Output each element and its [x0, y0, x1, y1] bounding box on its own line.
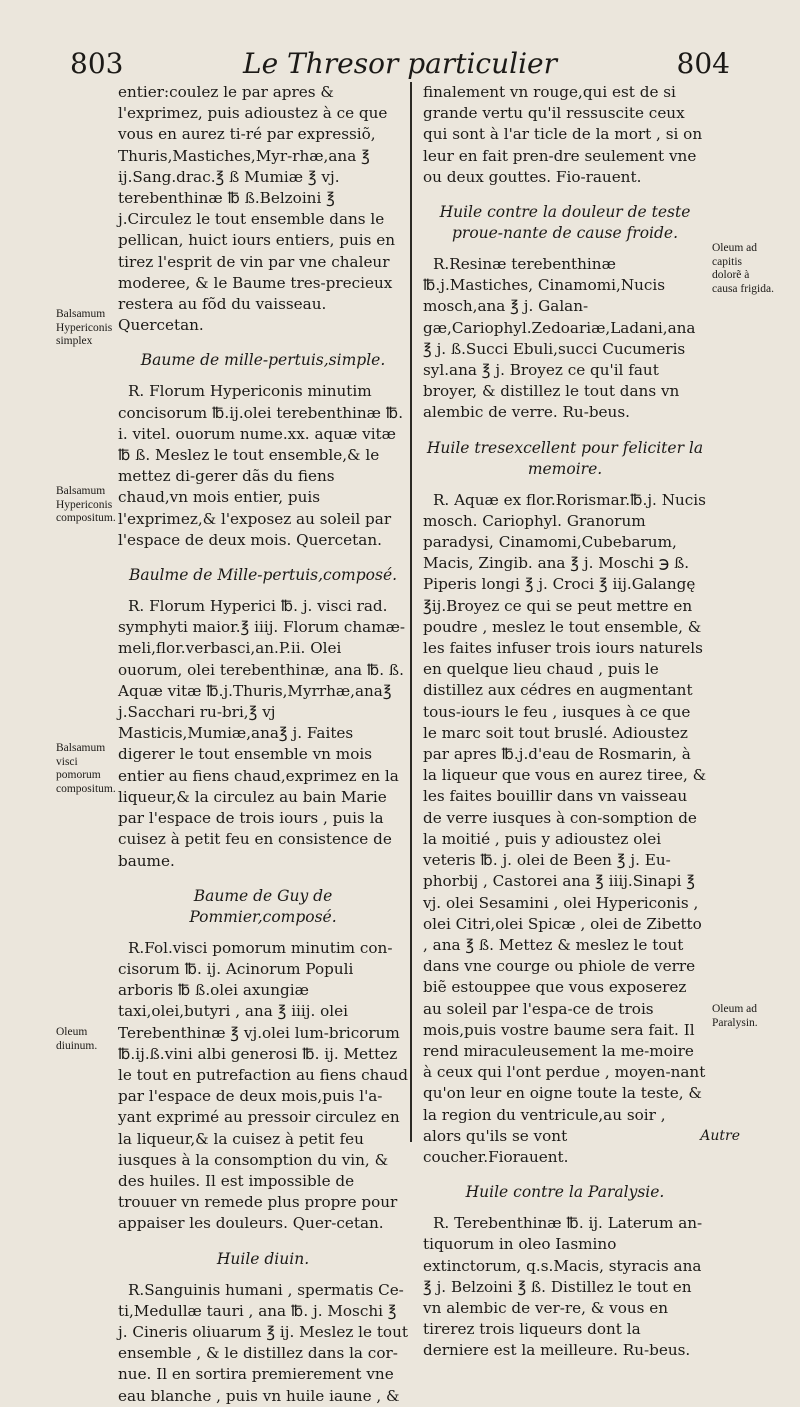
running-title: Le Thresor particulier — [242, 46, 558, 80]
right-heading-2: Huile tresexcellent pour feliciter la memoire. — [426, 438, 704, 478]
page-number-left: 803 — [70, 46, 124, 80]
page-number-right: 804 — [676, 46, 730, 80]
column-rule — [410, 82, 412, 1142]
running-head — [70, 40, 730, 86]
left-recipe-2: R. Florum Hyperici ℔. j. visci rad. symphyti maior.℥ iiij. Florum chamæ-meli,flor.verbasci,an.P.ii. Olei ouorum, olei terebenthinæ, ana ℔. ß. Aquæ vitæ ℔.j.Thuris,Myrrhæ,ana℥ j.Sacchari ru-bri,℥ vj Masticis,Mumiæ,ana℥ j. Faites digerer le tout ensemble vn mois entier au fiens chaud,exprimez en la liqueur,& la circulez au bain Marie par l'espace de trois iours , puis la cuisez à petit feu en consistence de baume. — [118, 597, 406, 870]
left-heading-2: Baulme de Mille-pertuis,composé. — [128, 566, 398, 585]
right-recipe-3: R. Terebenthinæ ℔. ij. Laterum an-tiquorum in oleo Iasmino extinctorum, q.s.Macis, styracis ana ℥ j. Belzoini ℥ ß. Distillez le tout en vn alembic de ver-re, & vous en tirerez trois liqueurs dont la derniere est la meilleure. Ru-beus. — [423, 1214, 703, 1360]
right-recipe-2: R. Aquæ ex flor.Rorismar.℔.j. Nucis mosch. Cariophyl. Granorum paradysi, Cinamomi,Cubebarum, Macis, Zingib. ana ℥ j. Moschi ℈ ß. Piperis longi ℥ j. Croci ℥ iij.Galangę ℥ij.Broyez ce qui se peut mettre en poudre , meslez le tout ensemble, & les faites infuser trois iours naturels en quelque lieu chaud , puis le distillez aux cédres en augmentant tous-iours le feu , iusques à ce que le marc soit tout bruslé. Adioustez par apres ℔.j.d'eau de Rosmarin, à la liqueur que vous en aurez tiree, & les faites bouillir dans vn vaisseau de verre iusques à con-somption de la moitié , puis y adioustez olei veteris ℔. j. olei de Been ℥ j. Eu-phorbij , Castorei ana ℥ iiij.Sinapi ℥ vj. olei Sesamini , olei Hypericonis , olei Citri,olei Spicæ , olei de Zibetto , ana ℥ ß. Mettez & meslez le tout dans vne courge ou phiole de verre biẽ estouppee que vous exposerez au soleil par l'espa-ce de trois mois,puis vostre baume sera fait. Il rend miraculeusement la me-moire à ceux qui l'ont perdue , moyen-nant qu'on leur en oigne toute la teste, & la region du ventricule,au soir , alors qu'ils se vont coucher.Fiorauent. — [423, 490, 707, 1166]
left-intro-text: entier:coulez le par apres & l'exprimez, puis adioustez à ce que vous en aurez ti-ré par expressiõ, Thuris,Mastiches,Myr-rhæ,ana ℥ ij.Sang.drac.℥ ß Mumiæ ℥ vj. terebenthinæ ℔ ß.Belzoini ℥ j.Circulez le tout ensemble dans le pellican, huict iours entiers, puis en tirez l'esprit de vin par vne chaleur moderee, & le Baume tres-precieux restera au fõd du vaisseau. Quercetan. — [118, 83, 395, 335]
left-recipe-4: R.Sanguinis humani , spermatis Ce-ti,Medullæ tauri , ana ℔. j. Moschi ℥ j. Cineris oliuarum ℥ ij. Meslez le tout ensemble , & le distillez dans la cor-nue. Il en sortira premierement vne eau blanche , puis vn huile iaune , & — [118, 1280, 408, 1405]
right-recipe-1: R.Resinæ terebenthinæ ℔.j.Mastiches, Cinamomi,Nucis mosch,ana ℥ j. Galan-gæ,Cariophyl.Zedoariæ,Ladani,ana ℥ j. ß.Succi Ebuli,succi Cucumeris syl.ana ℥ j. Broyez ce qu'il faut broyer, & distillez le tout dans vn alembic de verre. Ru-beus. — [423, 255, 696, 422]
margin-note-5: Oleum ad capitis dolorẽ à causa frigida. — [712, 242, 774, 295]
right-intro-text: finalement vn rouge,qui est de si grande vertu qu'il ressuscite ceux qui sont à l'ar ticle de la mort , si on leur en fait pren-dre seulement vne ou deux gouttes. Fio-rauent. — [423, 83, 703, 186]
right-column — [423, 82, 707, 1362]
left-heading-1: Baume de mille-pertuis,simple. — [140, 351, 386, 370]
left-recipe-1: R. Florum Hypericonis minutim concisorum ℔.ij.olei terebenthinæ ℔. i. vitel. ouorum nume.xx. aquæ vitæ ℔ ß. Meslez le tout ensemble,& le mettez di-gerer dãs du fiens chaud,vn mois entier, puis l'exprimez,& l'exposez au soleil par l'espace de deux mois. Quercetan. — [118, 382, 404, 549]
left-recipe-3: R.Fol.visci pomorum minutim con-cisorum ℔. ij. Acinorum Populi arboris ℔ ß.olei axungiæ taxi,olei,butyri , ana ℥ iiij. olei Terebenthinæ ℥ vj.olei lum-bricorum ℔.ij.ß.vini albi generosi ℔. ij. Mettez le tout en putrefaction au fiens chaud par l'espace de deux mois,puis l'a-yant exprimé au pressoir circulez en la liqueur,& la cuisez à petit feu iusques à la consomption du vin, & des huiles. Il est impossible de trouuer vn remede plus propre pour appaiser les douleurs. Quer-cetan. — [118, 938, 409, 1233]
margin-note-1: Balsamum Hypericonis simplex — [56, 308, 113, 347]
catchword: Autre — [700, 1128, 740, 1144]
right-heading-3: Huile contre la Paralysie. — [465, 1183, 665, 1202]
right-heading-1: Huile contre la douleur de teste proue-nante de cause froide. — [439, 203, 691, 243]
margin-note-2: Balsamum Hypericonis compositum. — [56, 485, 116, 524]
margin-note-3: Balsamum visci pomorum compositum. — [56, 742, 116, 795]
left-heading-3: Baume de Guy de Pommier,composé. — [189, 886, 337, 926]
left-column — [118, 82, 408, 1407]
left-heading-4: Huile diuin. — [216, 1249, 310, 1268]
margin-note-4: Oleum diuinum. — [56, 1026, 98, 1052]
margin-note-6: Oleum ad Paralysin. — [712, 1003, 758, 1029]
